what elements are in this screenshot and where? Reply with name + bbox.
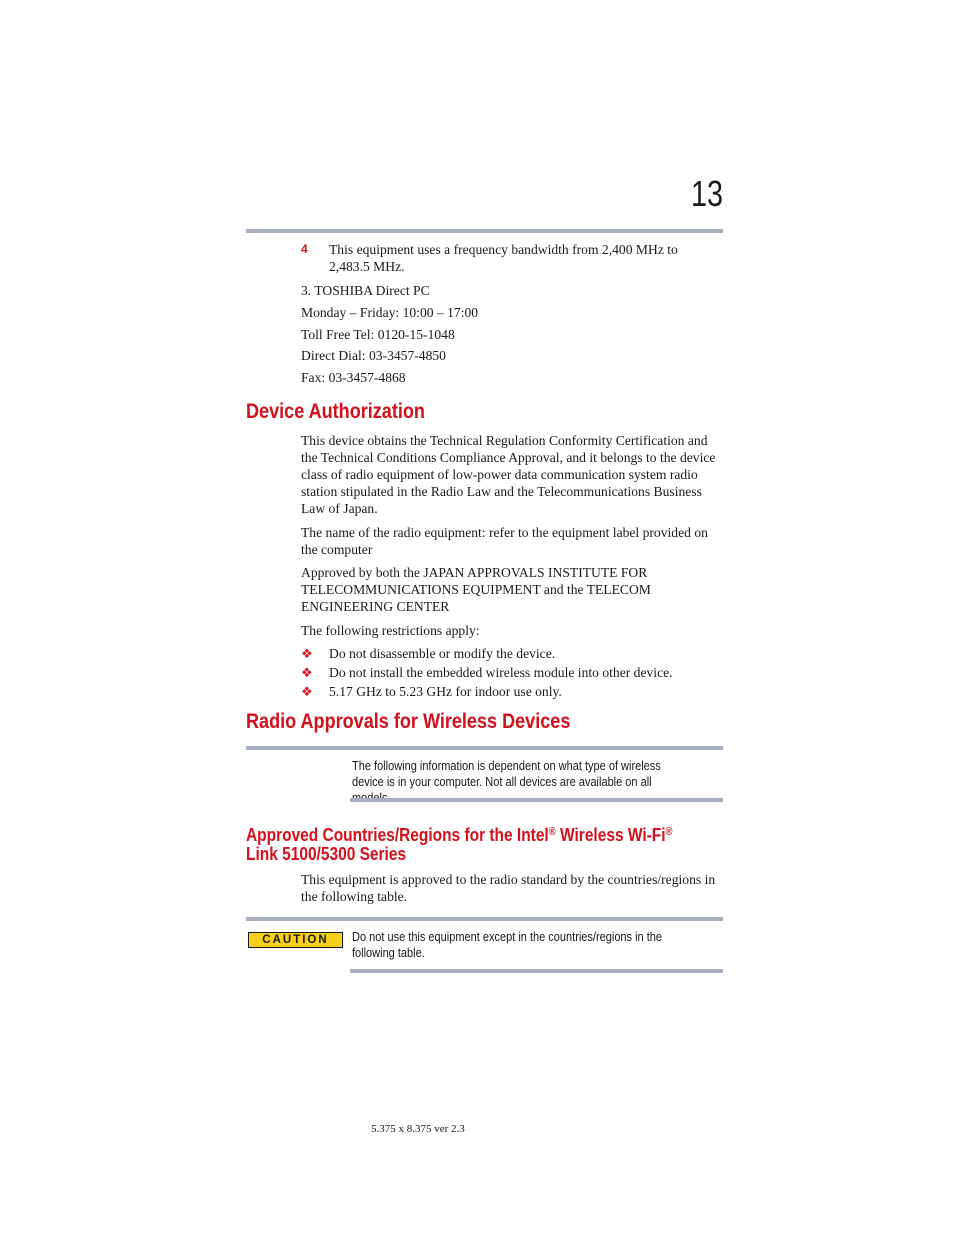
device-authorization-para-3: Approved by both the JAPAN APPROVALS INSTITUTE FOR TELECOMMUNICATIONS EQUIPMENT and the TELECOM ENGINEERING CENTER	[301, 565, 651, 614]
approved-countries-heading-part-3: Link 5100/5300 Series	[246, 844, 407, 864]
caution-rule-bottom	[350, 969, 723, 973]
caution-rule-top	[246, 917, 723, 921]
approved-countries-heading-part-1: Approved Countries/Regions for the Intel	[246, 825, 549, 845]
registered-mark: ®	[665, 826, 673, 838]
registered-mark: ®	[548, 826, 556, 838]
bullet-icon: ❖	[301, 665, 313, 680]
caution-badge: CAUTION	[248, 932, 343, 948]
page-number: 13	[690, 173, 723, 214]
device-authorization-para-2: The name of the radio equipment: refer to the equipment label provided on the computer	[301, 525, 708, 557]
restriction-item-2: Do not install the embedded wireless module into other device.	[329, 665, 673, 680]
note-rule-bottom	[350, 798, 723, 802]
restriction-item-1: Do not disassemble or modify the device.	[329, 646, 556, 661]
footnote-number: 4	[301, 242, 308, 256]
footer-version: 5.375 x 8.375 ver 2.3	[371, 1123, 465, 1135]
note-rule-top	[246, 746, 723, 750]
caution-text: Do not use this equipment except in the countries/regions in the following table.	[352, 930, 663, 960]
restriction-item-3: 5.17 GHz to 5.23 GHz for indoor use only.	[329, 684, 562, 699]
contact-line-5: Fax: 03-3457-4868	[301, 370, 406, 385]
bullet-icon: ❖	[301, 684, 313, 699]
footnote-text: This equipment uses a frequency bandwidth from 2,400 MHz to 2,483.5 MHz.	[329, 242, 678, 274]
contact-line-1: 3. TOSHIBA Direct PC	[301, 283, 430, 298]
contact-line-2: Monday – Friday: 10:00 – 17:00	[301, 305, 479, 320]
approved-countries-heading	[246, 826, 728, 864]
bullet-icon: ❖	[301, 646, 313, 661]
device-authorization-para-1: This device obtains the Technical Regulation Conformity Certification and the Technical Conditions Compliance Approval, and it belongs to the device class of radio equipment of low-power data communication system radio station stipulated in the Radio Law and the Telecommunications Business Law of Japan.	[301, 433, 716, 516]
wireless-note-text: The following information is dependent on what type of wireless device is in your computer. Not all devices are available on all	[352, 759, 661, 789]
contact-line-4: Direct Dial: 03-3457-4850	[301, 348, 446, 363]
contact-line-3: Toll Free Tel: 0120-15-1048	[301, 327, 455, 342]
device-authorization-heading: Device Authorization	[246, 400, 425, 423]
radio-approvals-heading: Radio Approvals for Wireless Devices	[246, 710, 571, 733]
approved-countries-para: This equipment is approved to the radio standard by the countries/regions in the following table.	[301, 872, 716, 904]
approved-countries-heading-part-2: Wireless Wi-Fi	[555, 825, 666, 845]
device-authorization-para-4: The following restrictions apply:	[301, 623, 480, 638]
header-rule	[246, 229, 723, 233]
